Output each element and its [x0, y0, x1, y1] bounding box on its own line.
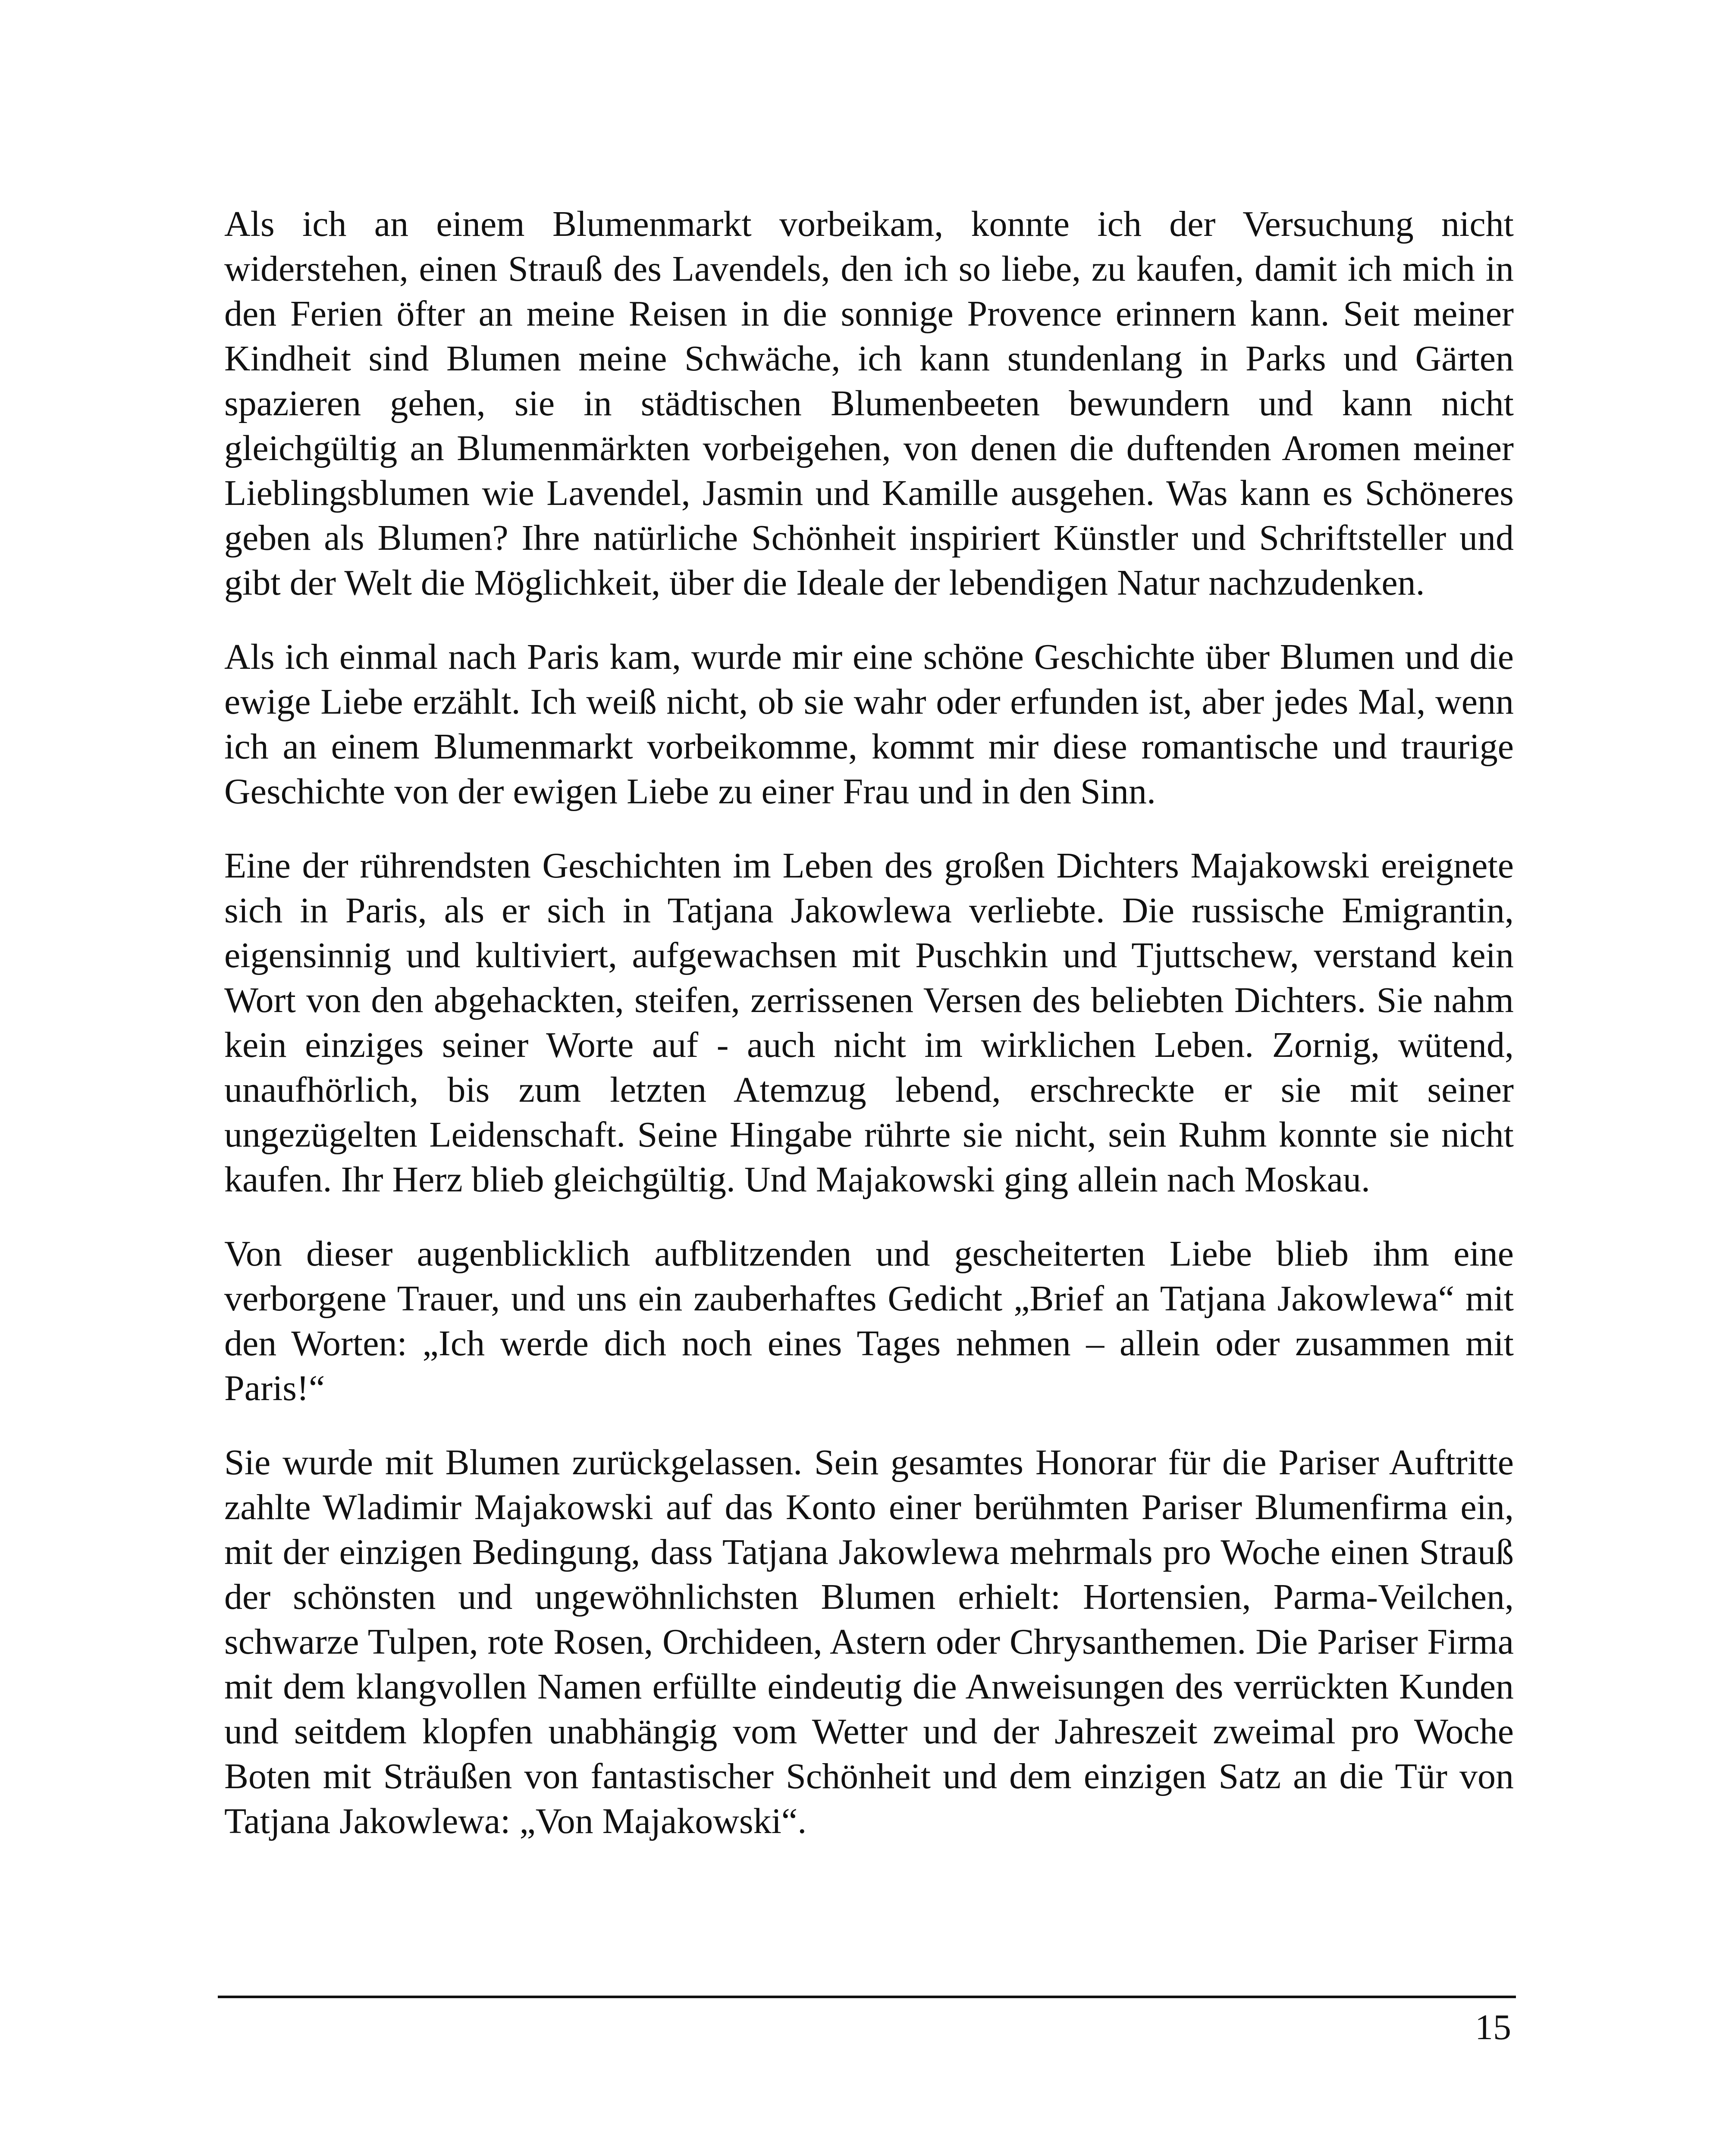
paragraph-5: Sie wurde mit Blumen zurückgelassen. Sein gesamtes Honorar für die Pariser Auftritte zahlte Wladimir Majakowski auf das Konto einer berühmten Pariser Blumenfirma ein, mit der einzigen Bedingung, dass Tatjana Jakowlewa mehrmals pro Woche einen Strauß der schönsten und ungewöhnlichsten Blumen erhielt: Hortensien, Parma-Veilchen, schwarze Tulpen, rote Rosen, Orchideen, Astern oder Chrysanthemen. Die Pariser Firma mit dem klangvollen Namen erfüllte eindeutig die Anweisungen des verrückten Kunden und seitdem klopfen unabhängig vom Wetter und der Jahreszeit zweimal pro Woche Boten mit Sträußen von fantastischer Schönheit und dem einzigen Satz an die Tür von Tatjana Jakowlewa: „Von Majakowski“.: [224, 1442, 1514, 1841]
paragraph-1: Als ich an einem Blumenmarkt vorbeikam, konnte ich der Versuchung nicht widerstehen, einen Strauß des Lavendels, den ich so liebe, zu kaufen, damit ich mich in den Ferien öfter an meine Reisen in die sonnige Provence erinnern kann. Seit meiner Kindheit sind Blumen meine Schwäche, ich kann stundenlang in Parks und Gärten spazieren gehen, sie in städtischen Blumenbeeten bewundern und kann nicht gleichgültig an Blumenmärkten vorbeigehen, von denen die duftenden Aromen meiner Lieblingsblumen wie Lavendel, Jasmin und Kamille ausgehen. Was kann es Schöneres geben als Blumen? Ihre natürliche Schönheit inspiriert Künstler und Schriftsteller und gibt der Welt die Möglichkeit, über die Ideale der lebendigen Natur nachzudenken.: [224, 204, 1514, 603]
paragraph-3: Eine der rührendsten Geschichten im Leben des großen Dichters Majakowski ereignete sich in Paris, als er sich in Tatjana Jakowlewa verliebte. Die russische Emigrantin, eigensinnig und kultiviert, aufgewachsen mit Puschkin und Tjuttschew, verstand kein Wort von den abgehackten, steifen, zerrissenen Versen des beliebten Dichters. Sie nahm kein einziges seiner Worte auf - auch nicht im wirklichen Leben. Zornig, wütend, unaufhörlich, bis zum letzten Atemzug lebend, erschreckte er sie mit seiner ungezügelten Leidenschaft. Seine Hingabe rührte sie nicht, sein Ruhm konnte sie nicht kaufen. Ihr Herz blieb gleichgültig. Und Majakowski ging allein nach Moskau.: [224, 846, 1514, 1200]
paragraph-2: Als ich einmal nach Paris kam, wurde mir eine schöne Geschichte über Blumen und die ewige Liebe erzählt. Ich weiß nicht, ob sie wahr oder erfunden ist, aber jedes Mal, wenn ich an einem Blumenmarkt vorbeikomme, kommt mir diese romantische und traurige Geschichte von der ewigen Liebe zu einer Frau und in den Sinn.: [224, 637, 1514, 812]
footer-divider: [218, 1996, 1516, 1998]
paragraph-4: Von dieser augenblicklich aufblitzenden und gescheiterten Liebe blieb ihm eine verborgene Trauer, und uns ein zauberhaftes Gedicht „Brief an Tatjana Jakowlewa“ mit den Worten: „Ich werde dich noch eines Tages nehmen – allein oder zusammen mit Paris!“: [224, 1234, 1514, 1408]
body-text: [224, 202, 1514, 1873]
page-number: 15: [1475, 2007, 1511, 2047]
